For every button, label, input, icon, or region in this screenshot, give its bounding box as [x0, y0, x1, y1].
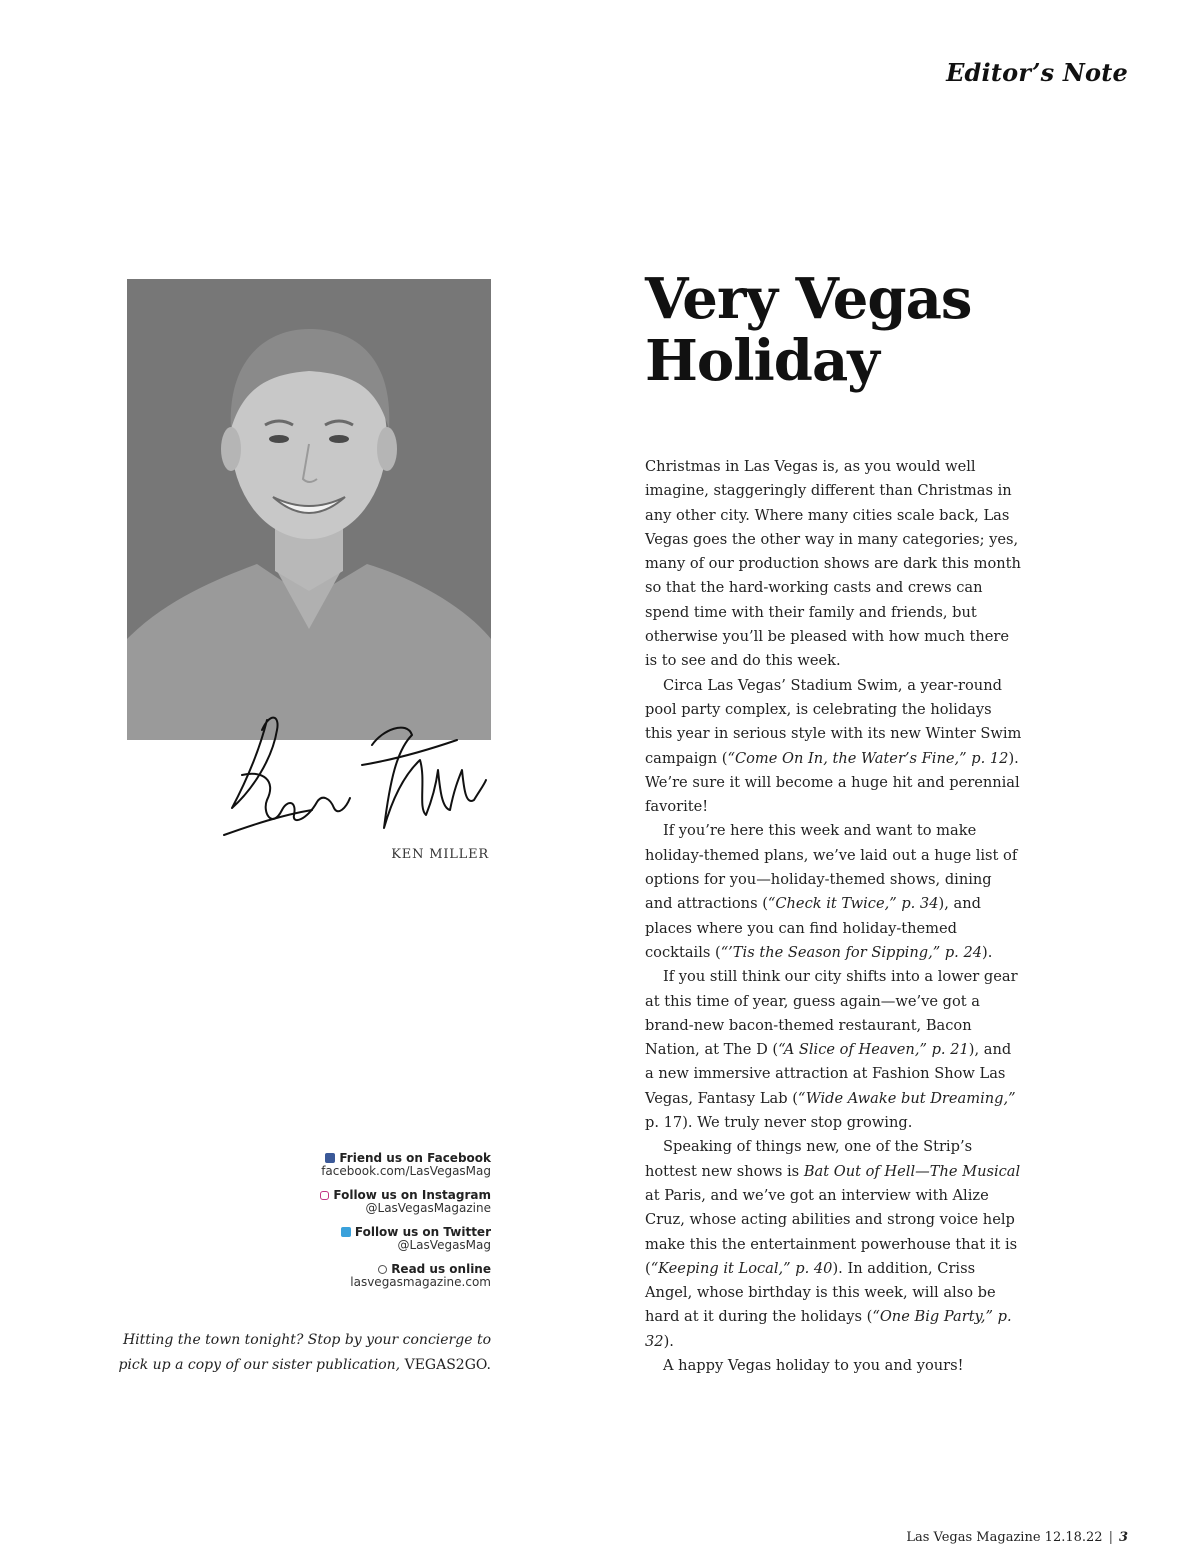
- social-item-instagram[interactable]: Follow us on Instagram @LasVegasMagazine: [127, 1189, 491, 1215]
- website-link[interactable]: lasvegasmagazine.com: [350, 1275, 491, 1289]
- facebook-icon: [325, 1153, 335, 1163]
- paragraph: Christmas in Las Vegas is, as you would well imagine, staggeringly different than Christmas in any other city. Where many cities scale back, Las Vegas goes the other way in many categories; yes, many of our production shows are dark this month so that the hard-working casts and crews can spend time with their family and friends, but otherwise you’ll be pleased with how much there is to see and do this week.: [645, 458, 1021, 670]
- signature: [222, 690, 492, 840]
- page-number: 3: [1118, 1530, 1128, 1545]
- paragraph: If you’re here this week and want to make holiday-themed plans, we’ve laid out a huge list of options for you—holiday-themed shows, dining and attractions (“Check it Twice,” p. 34), and places where you can find holiday-themed cocktails (“’Tis the Season for Sipping,” p. 24).: [645, 822, 1018, 961]
- social-links: [127, 1152, 491, 1300]
- separator: |: [1108, 1530, 1113, 1545]
- social-item-website[interactable]: Read us online lasvegasmagazine.com: [127, 1263, 491, 1289]
- article-body: [645, 455, 1023, 1378]
- paragraph: A happy Vegas holiday to you and yours!: [663, 1356, 964, 1374]
- twitter-link[interactable]: @LasVegasMag: [397, 1238, 491, 1252]
- paragraph: Speaking of things new, one of the Strip’s hottest new shows is Bat Out of Hell—The Musical at Paris, and we’ve got an interview with Alize Cruz, whose acting abilities and strong voice help make this the entertainment powerhouse that it is (“Keeping it Local,” p. 40). In addition, Criss Angel, whose birthday is this week, will also be hard at it during the holidays (“One Big Party,” p. 32).: [645, 1138, 1021, 1350]
- section-label: Editor’s Note: [946, 58, 1128, 87]
- social-item-twitter[interactable]: Follow us on Twitter @LasVegasMag: [127, 1226, 491, 1252]
- facebook-link[interactable]: facebook.com/LasVegasMag: [321, 1164, 491, 1178]
- editor-name: KEN MILLER: [391, 847, 489, 862]
- social-item-facebook[interactable]: Friend us on Facebook facebook.com/LasVegasMag: [127, 1152, 491, 1178]
- instagram-icon: [320, 1191, 329, 1200]
- page-footer: [906, 1530, 1128, 1545]
- editor-photo: [127, 279, 491, 740]
- instagram-link[interactable]: @LasVegasMagazine: [365, 1201, 491, 1215]
- magazine-name: Las Vegas Magazine: [906, 1530, 1041, 1545]
- twitter-icon: [341, 1227, 351, 1237]
- paragraph: Circa Las Vegas’ Stadium Swim, a year-round pool party complex, is celebrating the holidays this year in serious style with its new Winter Swim campaign (“Come On In, the Water’s Fine,” p. 12). We’re sure it will become a huge hit and perennial favorite!: [645, 676, 1022, 816]
- headline: Very Vegas Holiday: [645, 266, 972, 394]
- issue-date: 12.18.22: [1044, 1530, 1103, 1545]
- paragraph: If you still think our city shifts into a lower gear at this time of year, guess again—we’ve got a brand-new bacon-themed restaurant, Bacon Nation, at The D (“A Slice of Heaven,” p. 21), and a new immersive attraction at Fashion Show Las Vegas, Fantasy Lab (“Wide Awake but Dreaming,” p. 17). We truly never stop growing.: [645, 968, 1018, 1132]
- globe-icon: [378, 1265, 387, 1274]
- promo-note: Hitting the town tonight? Stop by your concierge to pick up a copy of our sister publication, VEGAS2GO.: [118, 1332, 491, 1373]
